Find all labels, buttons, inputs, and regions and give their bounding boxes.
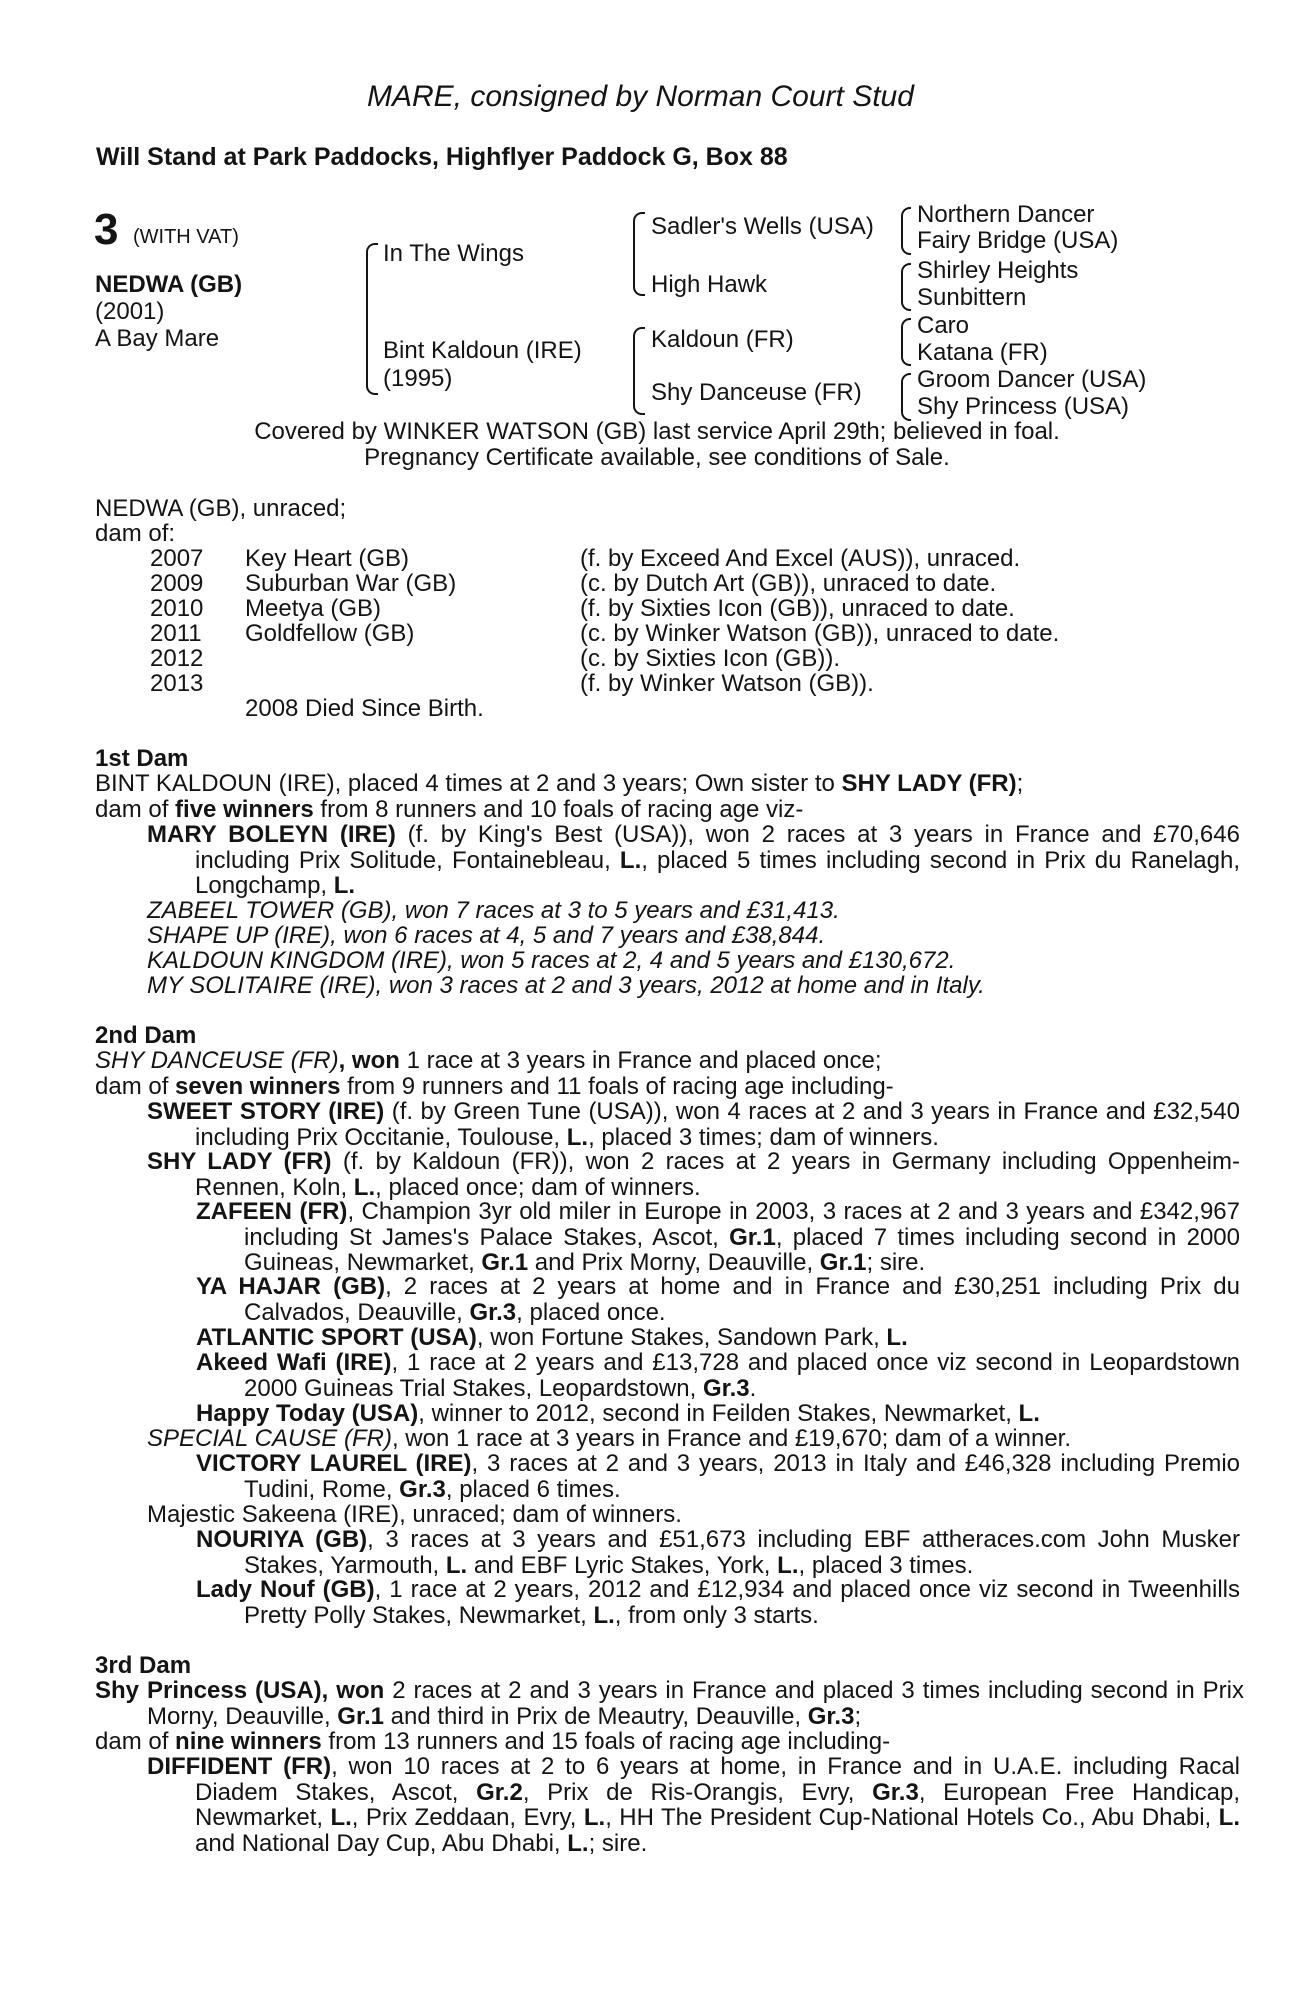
horse-name: NEDWA (GB) [95,271,243,298]
horse-description: A Bay Mare [95,325,220,352]
section-title: 2nd Dam [95,1022,197,1049]
progeny-entry: MARY BOLEYN (IRE) (f. by King's Best (USA)), won 2 races at 3 years in France and £70,646 including Prix Solitude, Fontainebleau, L., placed 5 times including second in Prix du Ranelagh, Longchamp, L. [147,821,1240,899]
pedigree-dam-year: (1995) [383,365,453,392]
produce-year: 2013 [150,670,204,697]
pedigree-dd: Shy Danceuse (FR) [651,379,862,406]
dam-description: Shy Princess (USA), won 2 races at 2 and 3 years in France and placed 3 times including second in Prix Morny, Deauville, Gr.1 and third in Prix de Meautry, Deauville, Gr.3; [95,1677,1245,1730]
produce-intro: NEDWA (GB), unraced; [95,495,347,522]
pedigree-ss: Sadler's Wells (USA) [651,213,874,240]
produce-dam-of: dam of: [95,520,176,547]
produce-detail: (f. by Exceed And Excel (AUS)), unraced. [580,545,1021,572]
progeny-entry: Happy Today (USA), winner to 2012, second in Feilden Stakes, Newmarket, L. [196,1400,1040,1427]
produce-name: Suburban War (GB) [245,570,457,597]
progeny-entry: DIFFIDENT (FR), won 10 races at 2 to 6 years at home, in France and in U.A.E. including Racal Diadem Stakes, Ascot, Gr.2, Prix de Ris-Orangis, Evry, Gr.3, European Free Handicap, Newmarket, L., Prix Zeddaan, Evry, L., HH The President Cup-National Hotels Co., Abu Dhabi, L. and National Day Cup, Abu Dhabi, L.; sire. [147,1753,1241,1857]
produce-year: 2011 [150,620,202,647]
produce-name: Meetya (GB) [245,595,382,622]
dam-description: SHY DANCEUSE (FR), won 1 race at 3 years in France and placed once; [95,1047,882,1074]
pedigree-sss: Northern Dancer [917,201,1095,228]
progeny-entry: ATLANTIC SPORT (USA), won Fortune Stakes, Sandown Park, L. [196,1324,908,1351]
produce-year: 2007 [150,545,204,572]
progeny-entry: SWEET STORY (IRE) (f. by Green Tune (USA)), won 4 races at 2 and 3 years in France and £32,540 including Prix Occitanie, Toulouse, L., placed 3 times; dam of winners. [147,1098,1240,1151]
produce-detail: (c. by Winker Watson (GB)), unraced to date. [580,620,1060,647]
progeny-entry: YA HAJAR (GB), 2 races at 2 years at home and in France and £30,251 including Prix du Calvados, Deauville, Gr.3, placed once. [196,1273,1240,1326]
dam-line-brace [633,327,645,415]
progeny-entry: SHY LADY (FR) (f. by Kaldoun (FR)), won 2 races at 2 years in Germany including Oppenheim-Rennen, Koln, L., placed once; dam of winners. [147,1148,1240,1201]
progeny-entry: Akeed Wafi (IRE), 1 race at 2 years and £13,728 and placed once viz second in Leopardstown 2000 Guineas Trial Stakes, Leopardstown, Gr.3. [196,1349,1240,1402]
pedigree-sd: High Hawk [651,271,768,298]
section-title: 3rd Dam [95,1652,192,1679]
sire-line-brace [633,212,645,296]
pedigree-ssd: Fairy Bridge (USA) [917,227,1119,254]
pedigree-ds: Kaldoun (FR) [651,326,794,353]
dam-record: dam of seven winners from 9 runners and 11 foals of racing age including- [95,1073,894,1100]
horse-year: (2001) [95,298,165,325]
dam-description: BINT KALDOUN (IRE), placed 4 times at 2 and 3 years; Own sister to SHY LADY (FR); [95,770,1024,797]
covering-note: Covered by WINKER WATSON (GB) last service April 29th; believed in foal. [254,418,1060,445]
progeny-entry: Lady Nouf (GB), 1 race at 2 years, 2012 and £12,934 and placed once viz second in Tweenhills Pretty Polly Stakes, Newmarket, L., from only 3 starts. [196,1576,1240,1629]
pedigree-dsd: Katana (FR) [917,339,1048,366]
progeny-entry: NOURIYA (GB), 3 races at 3 years and £51,673 including EBF attheraces.com John Musker Stakes, Yarmouth, L. and EBF Lyric Stakes, York, L., placed 3 times. [196,1526,1240,1579]
lot-number: 3 [94,205,119,254]
dam-record: dam of nine winners from 13 runners and 15 foals of racing age including- [95,1728,891,1755]
progeny-entry: KALDOUN KINGDOM (IRE), won 5 races at 2, 4 and 5 years and £130,672. [147,947,956,974]
produce-detail: (c. by Sixties Icon (GB)). [580,645,841,672]
progeny-entry: Majestic Sakeena (IRE), unraced; dam of winners. [147,1501,682,1528]
stand-location: Will Stand at Park Paddocks, Highflyer Paddock G, Box 88 [96,143,788,171]
pedigree-dds: Groom Dancer (USA) [917,366,1147,393]
page-title: MARE, consigned by Norman Court Stud [367,80,914,113]
pedigree-dam: Bint Kaldoun (IRE) [383,337,582,364]
section-title: 1st Dam [95,745,189,772]
vat-note: (WITH VAT) [133,226,239,248]
ss-brace [901,207,911,255]
progeny-entry: SPECIAL CAUSE (FR), won 1 race at 3 years in France and £19,670; dam of a winner. [147,1425,1072,1452]
produce-year: 2012 [150,645,204,672]
ds-brace [901,318,911,366]
produce-year: 2010 [150,595,204,622]
pregnancy-note: Pregnancy Certificate available, see conditions of Sale. [364,444,950,471]
pedigree-sds: Shirley Heights [917,257,1079,284]
pedigree-ddd: Shy Princess (USA) [917,393,1130,420]
pedigree-sire: In The Wings [383,240,524,267]
progeny-entry: SHAPE UP (IRE), won 6 races at 4, 5 and 7 years and £38,844. [147,922,826,949]
pedigree-dss: Caro [917,312,970,339]
produce-name: Key Heart (GB) [245,545,410,572]
sd-brace [901,263,911,311]
produce-detail: (f. by Winker Watson (GB)). [580,670,874,697]
progeny-entry: MY SOLITAIRE (IRE), won 3 races at 2 and 3 years, 2012 at home and in Italy. [147,972,985,999]
sire-dam-brace [366,243,378,395]
produce-detail: (c. by Dutch Art (GB)), unraced to date. [580,570,997,597]
produce-died-note: 2008 Died Since Birth. [245,695,484,722]
pedigree-sdd: Sunbittern [917,284,1027,311]
progeny-entry: VICTORY LAUREL (IRE), 3 races at 2 and 3 years, 2013 in Italy and £46,328 including Premio Tudini, Rome, Gr.3, placed 6 times. [196,1450,1240,1503]
produce-detail: (f. by Sixties Icon (GB)), unraced to date. [580,595,1015,622]
progeny-entry: ZAFEEN (FR), Champion 3yr old miler in Europe in 2003, 3 races at 2 and 3 years and £342,967 including St James's Palace Stakes, Ascot, Gr.1, placed 7 times including second in 2000 Guineas, Newmarket, Gr.1 and Prix Morny, Deauville, Gr.1; sire. [196,1198,1240,1276]
dd-brace [901,373,911,421]
produce-year: 2009 [150,570,204,597]
produce-name: Goldfellow (GB) [245,620,415,647]
dam-record: dam of five winners from 8 runners and 10 foals of racing age viz- [95,796,804,823]
progeny-entry: ZABEEL TOWER (GB), won 7 races at 3 to 5 years and £31,413. [147,897,840,924]
